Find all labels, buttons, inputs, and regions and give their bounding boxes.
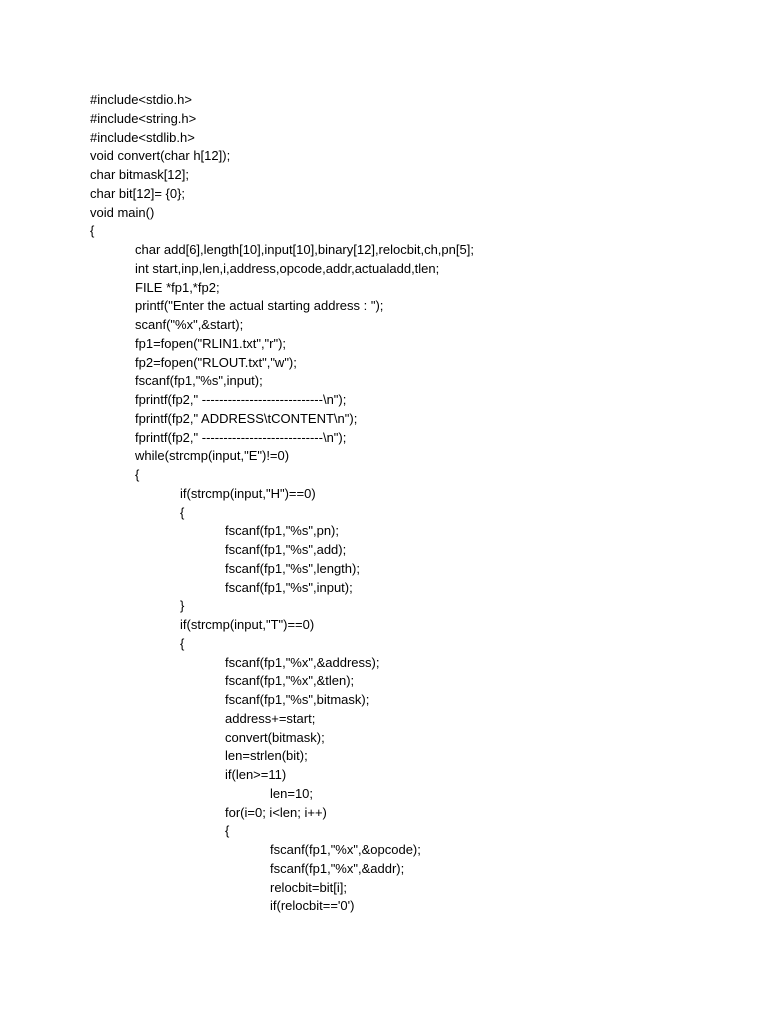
code-line: fp2=fopen("RLOUT.txt","w"); <box>135 354 297 370</box>
code-line: relocbit=bit[i]; <box>270 879 347 895</box>
code-line: convert(bitmask); <box>225 729 325 745</box>
code-line: fprintf(fp2," ----------------------------\n"); <box>135 392 347 407</box>
code-line: #include<stdlib.h> <box>90 129 195 145</box>
code-line: fscanf(fp1,"%s",pn); <box>225 523 339 539</box>
source-code-listing <box>90 91 750 916</box>
code-line: if(strcmp(input,"T")==0) <box>180 617 315 632</box>
code-line: if(strcmp(input,"H")==0) <box>180 485 316 501</box>
code-line: char add[6],length[10],input[10],binary[12],relocbit,ch,pn[5]; <box>135 242 474 257</box>
code-line: fscanf(fp1,"%x",&tlen); <box>225 673 355 689</box>
code-line: if(len>=11) <box>225 767 287 782</box>
code-line: fscanf(fp1,"%s",length); <box>225 560 360 576</box>
code-line: { <box>225 823 230 839</box>
code-line: if(relocbit=='0') <box>270 898 355 914</box>
code-line: void convert(char h[12]); <box>90 148 231 164</box>
code-line: fprintf(fp2," ADDRESS\tCONTENT\n"); <box>135 410 358 426</box>
code-line: { <box>90 223 95 239</box>
code-line: char bit[12]= {0}; <box>90 185 186 201</box>
code-line: while(strcmp(input,"E")!=0) <box>135 448 290 464</box>
code-line: { <box>135 467 140 482</box>
code-line: } <box>180 598 185 614</box>
code-line: fprintf(fp2," ----------------------------\n"); <box>135 429 347 445</box>
code-line: { <box>180 504 185 520</box>
code-line: fscanf(fp1,"%s",bitmask); <box>225 692 370 707</box>
code-line: char bitmask[12]; <box>90 167 189 182</box>
code-line: fp1=fopen("RLIN1.txt","r"); <box>135 335 287 351</box>
code-line: len=strlen(bit); <box>225 748 308 764</box>
code-line: len=10; <box>270 785 314 801</box>
code-line: for(i=0; i<len; i++) <box>225 804 327 820</box>
code-line: fscanf(fp1,"%s",input); <box>225 579 353 595</box>
code-line: #include<string.h> <box>90 110 197 126</box>
code-line: printf("Enter the actual starting address : "); <box>135 298 384 314</box>
code-line: fscanf(fp1,"%x",&addr); <box>270 860 405 876</box>
code-line: void main() <box>90 204 155 220</box>
code-line: #include<stdio.h> <box>90 92 192 107</box>
code-line: fscanf(fp1,"%s",add); <box>225 542 347 557</box>
code-line: { <box>180 635 185 651</box>
code-line: fscanf(fp1,"%x",&address); <box>225 654 380 670</box>
code-line: FILE *fp1,*fp2; <box>135 279 220 295</box>
code-line: int start,inp,len,i,address,opcode,addr,actualadd,tlen; <box>135 260 440 276</box>
code-line: fscanf(fp1,"%s",input); <box>135 373 263 389</box>
code-line: scanf("%x",&start); <box>135 317 244 332</box>
code-line: fscanf(fp1,"%x",&opcode); <box>270 842 421 857</box>
code-line: address+=start; <box>225 710 316 726</box>
